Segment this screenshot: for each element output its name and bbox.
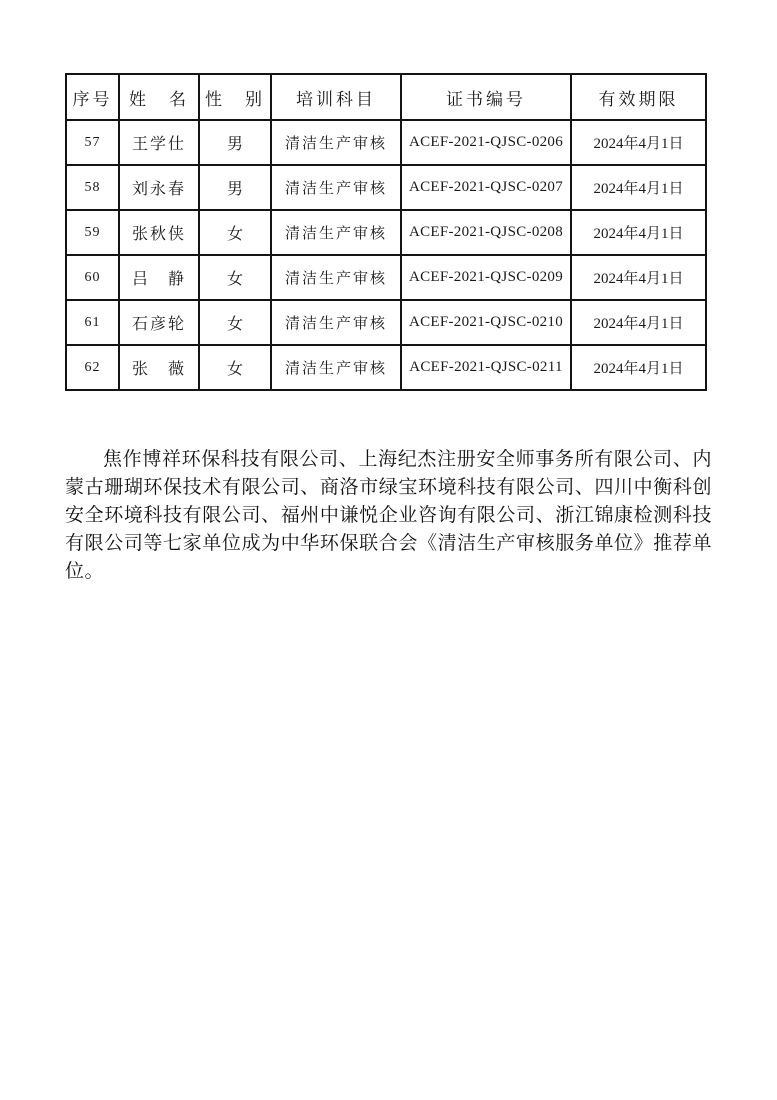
cell-cert-no: ACEF-2021-QJSC-0207 [401,165,571,210]
cell-name: 吕 静 [119,255,199,300]
cell-subject: 清洁生产审核 [271,120,401,165]
table-header-row [66,74,706,120]
table-row [66,165,706,210]
cell-cert-no: ACEF-2021-QJSC-0210 [401,300,571,345]
certificate-table-container [65,73,707,391]
cell-gender: 男 [199,165,271,210]
header-cell-name: 姓 名 [119,74,199,120]
cell-cert-no: ACEF-2021-QJSC-0208 [401,210,571,255]
certificate-table [65,73,707,391]
cell-cert-no: ACEF-2021-QJSC-0211 [401,345,571,390]
header-cell-gender: 性 别 [199,74,271,120]
cell-valid-until: 2024年4月1日 [571,255,706,300]
cell-name: 张 薇 [119,345,199,390]
cell-gender: 女 [199,345,271,390]
table-row [66,255,706,300]
cell-valid-until: 2024年4月1日 [571,210,706,255]
cell-valid-until: 2024年4月1日 [571,120,706,165]
cell-subject: 清洁生产审核 [271,210,401,255]
cell-seq: 60 [66,255,119,300]
cell-gender: 女 [199,255,271,300]
table-row [66,300,706,345]
cell-subject: 清洁生产审核 [271,300,401,345]
cell-gender: 女 [199,210,271,255]
table-row [66,210,706,255]
recommendation-paragraph: 焦作博祥环保科技有限公司、上海纪杰注册安全师事务所有限公司、内蒙古珊瑚环保技术有限公司、商洛市绿宝环境科技有限公司、四川中衡科创安全环境科技有限公司、福州中谦悦企业咨询有限公司、浙江锦康检测科技有限公司等七家单位成为中华环保联合会《清洁生产审核服务单位》推荐单位。 [65,449,712,582]
header-cell-cert-no: 证书编号 [401,74,571,120]
cell-cert-no: ACEF-2021-QJSC-0209 [401,255,571,300]
cell-seq: 58 [66,165,119,210]
cell-gender: 男 [199,120,271,165]
cell-seq: 57 [66,120,119,165]
cell-valid-until: 2024年4月1日 [571,345,706,390]
cell-name: 王学仕 [119,120,199,165]
cell-seq: 62 [66,345,119,390]
cell-valid-until: 2024年4月1日 [571,300,706,345]
header-cell-subject: 培训科目 [271,74,401,120]
cell-cert-no: ACEF-2021-QJSC-0206 [401,120,571,165]
cell-seq: 59 [66,210,119,255]
cell-gender: 女 [199,300,271,345]
cell-name: 刘永春 [119,165,199,210]
cell-name: 石彦轮 [119,300,199,345]
cell-subject: 清洁生产审核 [271,345,401,390]
cell-valid-until: 2024年4月1日 [571,165,706,210]
cell-seq: 61 [66,300,119,345]
header-cell-valid-until: 有效期限 [571,74,706,120]
table-row [66,345,706,390]
table-row [66,120,706,165]
cell-subject: 清洁生产审核 [271,165,401,210]
cell-subject: 清洁生产审核 [271,255,401,300]
cell-name: 张秋侠 [119,210,199,255]
header-cell-seq: 序号 [66,74,119,120]
